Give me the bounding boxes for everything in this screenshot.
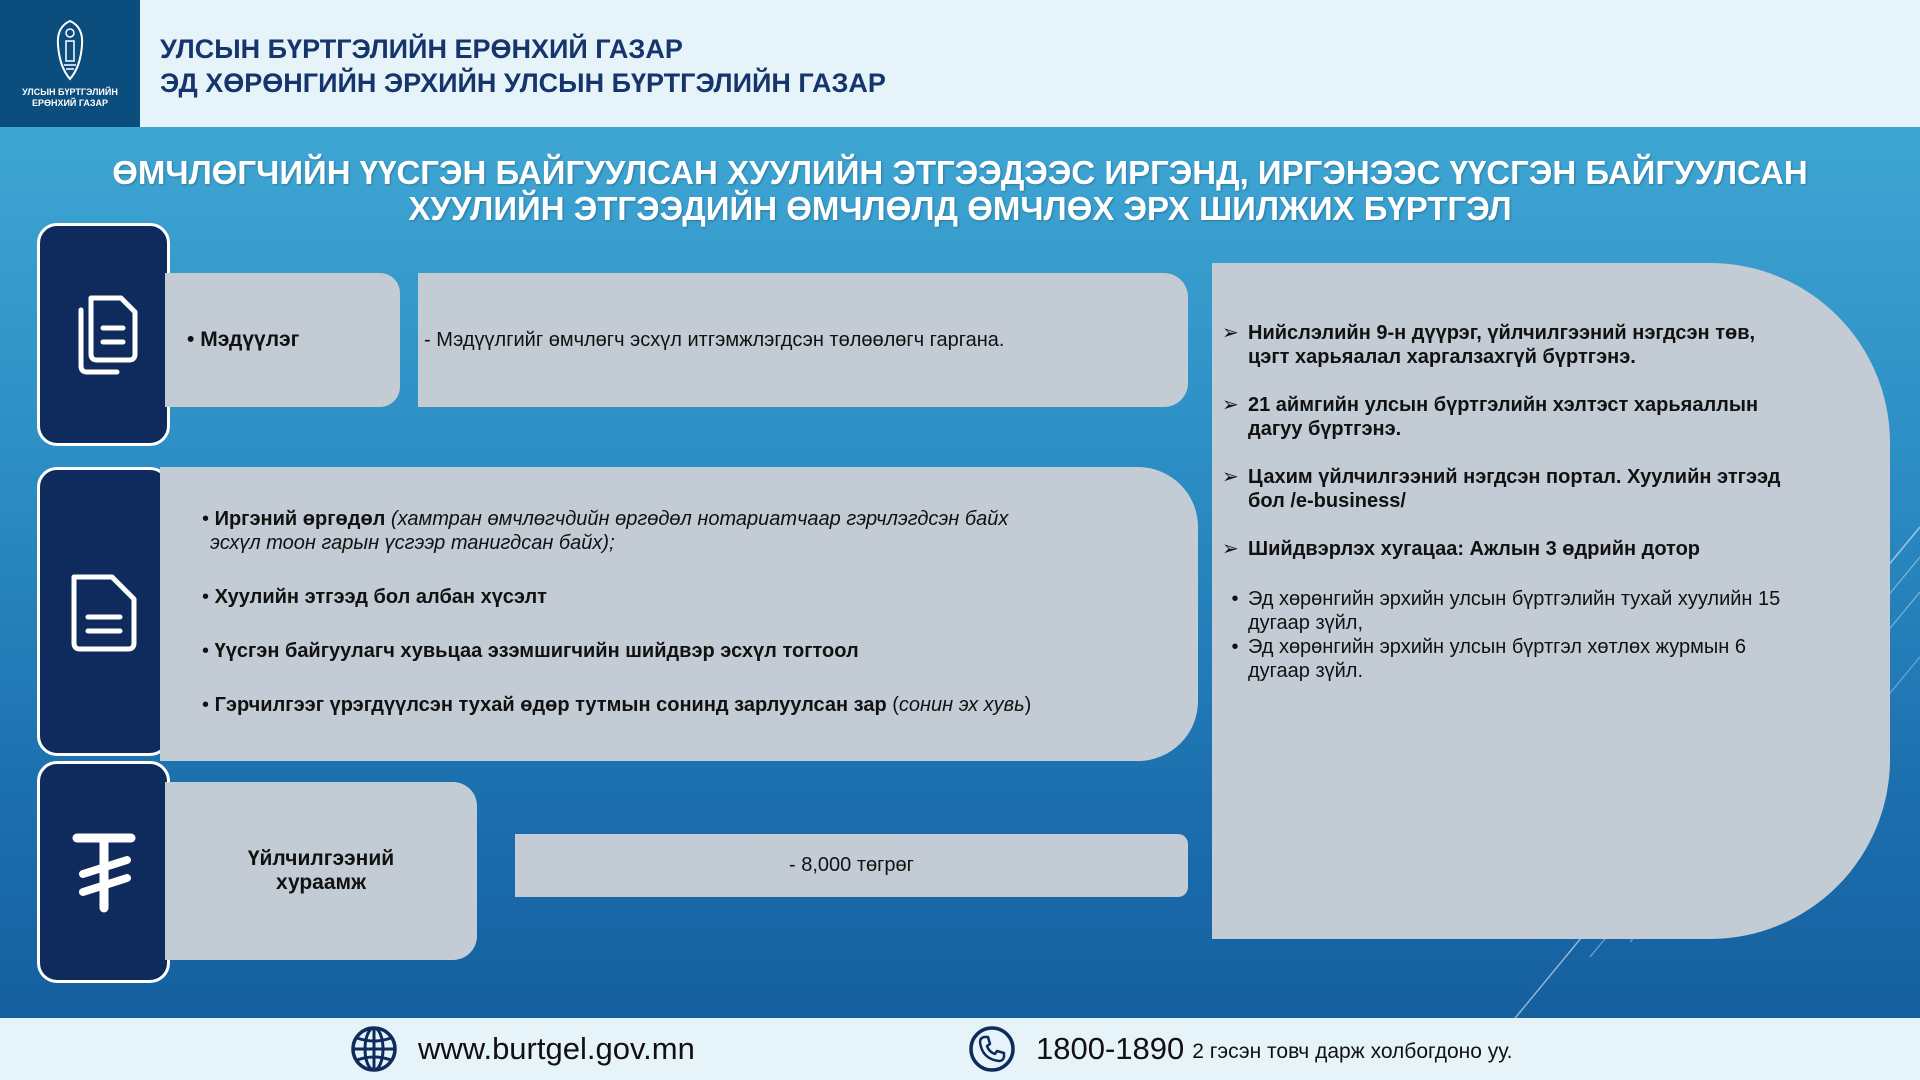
phone-note: 2 гэсэн товч дарж холбогдоно уу. — [1192, 1040, 1513, 1063]
arrow-bullet-icon: ➢ — [1222, 394, 1239, 416]
document-item: • Хуулийн этгээд бол албан хүсэлт — [202, 586, 547, 608]
required-documents-panel — [160, 467, 1198, 761]
fee-label-line-2: хураамж — [276, 871, 366, 894]
arrow-bullet-icon: ➢ — [1222, 322, 1239, 344]
website-link[interactable] — [350, 1018, 695, 1080]
notice-label: Мэдүүлэг — [200, 328, 300, 351]
phone-number[interactable]: 1800-1890 — [1036, 1031, 1185, 1066]
law-reference: • Эд хөрөнгийн эрхийн улсын бүртгэл хөтлөх журмын 6 дугаар зүйл. — [1231, 636, 1746, 682]
notice-description: - Мэдүүлгийг өмчлөгч эсхүл итгэмжлэгдсэн төлөөлөгч гаргана. — [424, 328, 1005, 351]
fee-value-panel — [515, 834, 1188, 897]
info-item: ➢ 21 аймгийн улсын бүртгэлийн хэлтэст харьяаллын дагуу бүртгэнэ. — [1222, 394, 1759, 440]
notice-label-panel — [165, 273, 400, 407]
title-line-2: ЭД ХӨРӨНГИЙН ЭРХИЙН УЛСЫН БҮРТГЭЛИЙН ГАЗАР — [160, 68, 886, 98]
info-item: ➢ Цахим үйлчилгээний нэгдсэн портал. Хуулийн этгээд бол /e-business/ — [1222, 466, 1781, 512]
main-area — [0, 127, 1920, 1018]
fee-label-panel — [165, 782, 477, 960]
organization-title — [160, 32, 886, 100]
phone-contact[interactable] — [968, 1018, 1513, 1080]
fee-tile — [37, 761, 170, 983]
info-item: ➢ Нийслэлийн 9-н дүүрэг, үйлчилгээний нэгдсэн төв, цэгт харьяалал харгалзахгүй бүртгэнэ. — [1222, 322, 1756, 368]
tugrik-icon — [69, 828, 139, 916]
page-title: ӨМЧЛӨГЧИЙН ҮҮСГЭН БАЙГУУЛСАН ХУУЛИЙН ЭТГЭЭДЭЭС ИРГЭНД, ИРГЭНЭЭС ҮҮСГЭН БАЙГУУЛСАН ХУУЛИЙН ЭТГЭЭДИЙН ӨМЧЛӨЛД ӨМЧЛӨХ ЭРХ ШИЛЖИХ БҮРТГЭЛ — [112, 154, 1808, 227]
documents-tile — [37, 223, 170, 446]
notice-description-panel — [418, 273, 1188, 407]
footer-bar — [0, 1018, 1920, 1080]
arrow-bullet-icon: ➢ — [1222, 538, 1239, 560]
globe-icon — [350, 1025, 398, 1073]
emblem-icon — [51, 19, 89, 81]
fee-label-line-1: Үйлчилгээний — [247, 847, 395, 870]
document-item: • Гэрчилгээг үрэгдүүлсэн тухай өдөр тутмын сонинд зарлуулсан зар (сонин эх хувь) — [202, 694, 1032, 716]
website-url[interactable]: www.burtgel.gov.mn — [418, 1031, 695, 1066]
title-line-1: УЛСЫН БҮРТГЭЛИЙН ЕРӨНХИЙ ГАЗАР — [160, 34, 683, 64]
phone-icon — [968, 1025, 1016, 1073]
document-tile — [37, 467, 170, 756]
law-reference: • Эд хөрөнгийн эрхийн улсын бүртгэлийн тухай хуулийн 15 дугаар зүйл, — [1231, 588, 1781, 634]
document-item: • Үүсгэн байгуулагч хувьцаа эзэмшигчийн шийдвэр эсхүл тогтоол — [202, 640, 859, 662]
arrow-bullet-icon: ➢ — [1222, 466, 1239, 488]
logo-text: УЛСЫН БҮРТГЭЛИЙН ЕРӨНХИЙ ГАЗАР — [22, 86, 118, 108]
fee-value: - 8,000 төгрөг — [789, 854, 914, 876]
registration-info-panel — [1212, 263, 1890, 939]
document-icon — [68, 571, 140, 653]
documents-icon — [67, 294, 141, 376]
logo — [0, 0, 140, 127]
header-bar — [0, 0, 1920, 127]
notice-bullet: • — [187, 328, 195, 351]
document-item: • Иргэний өргөдөл (хамтран өмчлөгчдийн өргөдөл нотариатчаар гэрчлэгдсэн байх эсхүл тоон гарын үсгээр танигдсан байх); — [202, 508, 1009, 554]
info-item: ➢ Шийдвэрлэх хугацаа: Ажлын 3 өдрийн дотор — [1222, 538, 1701, 560]
